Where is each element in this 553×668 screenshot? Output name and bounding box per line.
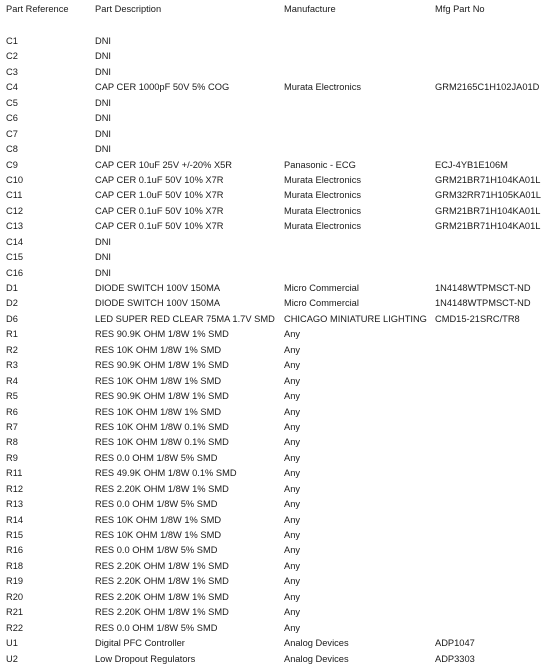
cell-part-description: DNI [95,128,112,139]
table-row [0,621,553,636]
cell-mfg-part-no: GRM21BR71H104KA01L [435,205,541,216]
cell-part-reference: C16 [6,267,24,278]
cell-mfg-part-no: CMD15-21SRC/TR8 [435,313,520,324]
cell-manufacture: Any [284,499,301,510]
table-header [0,2,553,16]
cell-part-description: CAP CER 1.0uF 50V 10% X7R [95,190,224,201]
table-row [0,466,553,481]
cell-manufacture: Murata Electronics [284,174,361,185]
cell-part-description: RES 10K OHM 1/8W 1% SMD [95,344,222,355]
cell-part-reference: U1 [6,638,18,649]
table-row [0,281,553,296]
cell-mfg-part-no: GRM32RR71H105KA01L [435,190,541,201]
table-row [0,636,553,651]
cell-part-reference: C15 [6,252,24,263]
table-row [0,219,553,234]
cell-part-description: DIODE SWITCH 100V 150MA [95,283,221,293]
cell-manufacture: Any [284,576,301,587]
cell-part-description: RES 10K OHM 1/8W 0.1% SMD [95,421,229,432]
cell-manufacture: Any [284,514,301,525]
cell-part-description: DNI [95,267,112,278]
table-row [0,250,553,265]
cell-part-description: Low Dropout Regulators [95,653,196,664]
cell-part-reference: C3 [6,66,18,77]
table-row [0,405,553,420]
cell-part-reference: R7 [6,421,18,432]
table-row [0,127,553,142]
cell-part-description: RES 2.20K OHM 1/8W 1% SMD [95,607,229,618]
cell-manufacture: Any [284,591,301,602]
cell-part-reference: R14 [6,514,24,525]
cell-part-reference: C4 [6,82,18,93]
cell-part-description: DNI [95,113,112,124]
cell-part-description: DNI [95,66,112,77]
cell-part-reference: R21 [6,607,24,618]
cell-part-description: CAP CER 10uF 25V +/-20% X5R [95,159,233,170]
table-row [0,173,553,188]
cell-part-description: RES 90.9K OHM 1/8W 1% SMD [95,360,229,371]
cell-manufacture: Any [284,375,301,386]
cell-part-description: RES 0.0 OHM 1/8W 5% SMD [95,452,218,463]
cell-part-reference: R19 [6,576,24,587]
cell-manufacture: Any [284,468,301,479]
cell-part-reference: C11 [6,190,23,201]
cell-manufacture: Any [284,406,301,417]
cell-part-reference: R9 [6,452,18,463]
cell-part-reference: C14 [6,236,24,247]
cell-part-description: DNI [95,144,112,155]
table-row [0,111,553,126]
table-row [0,343,553,358]
table-row [0,559,553,574]
cell-part-description: RES 10K OHM 1/8W 0.1% SMD [95,437,229,448]
table-row [0,34,553,49]
cell-part-description: RES 0.0 OHM 1/8W 5% SMD [95,545,218,556]
cell-part-reference: R12 [6,483,24,494]
cell-manufacture: CHICAGO MINIATURE LIGHTING [284,313,427,324]
table-row [0,235,553,250]
table-row [0,528,553,543]
cell-part-reference: C6 [6,113,18,124]
cell-manufacture: Any [284,483,301,494]
cell-part-reference: R11 [6,468,23,479]
table-row [0,435,553,450]
cell-part-reference: R18 [6,560,24,571]
cell-part-description: Digital PFC Controller [95,638,185,649]
cell-manufacture: Any [284,452,301,463]
cell-part-reference: C9 [6,159,18,170]
table-row [0,605,553,620]
table-row [0,312,553,327]
cell-mfg-part-no: GRM21BR71H104KA01L [435,174,541,185]
table-row [0,513,553,528]
cell-part-reference: R15 [6,530,24,540]
cell-part-description: CAP CER 0.1uF 50V 10% X7R [95,174,224,185]
cell-mfg-part-no: 1N4148WTPMSCT-ND [435,298,531,309]
table-row [0,188,553,203]
cell-manufacture: Any [284,437,301,448]
table-row [0,590,553,605]
cell-part-description: CAP CER 0.1uF 50V 10% X7R [95,205,224,216]
cell-part-reference: R22 [6,622,24,633]
cell-part-description: DNI [95,51,112,62]
table-row [0,80,553,95]
cell-part-reference: C13 [6,221,24,232]
cell-part-description: RES 10K OHM 1/8W 1% SMD [95,530,222,540]
table-row [0,266,553,281]
cell-part-description: RES 2.20K OHM 1/8W 1% SMD [95,591,229,602]
cell-mfg-part-no: ADP3303 [435,653,475,664]
cell-part-description: DNI [95,252,112,263]
cell-part-reference: C12 [6,205,24,216]
cell-manufacture: Murata Electronics [284,190,361,201]
table-row [0,389,553,404]
cell-part-reference: R8 [6,437,18,448]
cell-manufacture: Any [284,607,301,618]
cell-part-description: CAP CER 1000pF 50V 5% COG [95,82,230,93]
header-part-reference: Part Reference [6,4,69,14]
table-row [0,204,553,219]
table-row [0,497,553,512]
cell-manufacture: Any [284,421,301,432]
cell-manufacture: Murata Electronics [284,205,361,216]
table-row [0,296,553,311]
cell-part-description: DNI [95,97,112,108]
table-row [0,420,553,435]
cell-part-reference: C5 [6,97,18,108]
table-row [0,142,553,157]
cell-manufacture: Murata Electronics [284,221,361,232]
cell-part-reference: R20 [6,591,24,602]
table-row [0,374,553,389]
cell-manufacture: Micro Commercial [284,283,359,293]
cell-part-description: RES 2.20K OHM 1/8W 1% SMD [95,560,229,571]
cell-manufacture: Any [284,360,301,371]
cell-part-reference: R3 [6,360,18,371]
cell-part-description: RES 0.0 OHM 1/8W 5% SMD [95,499,218,510]
table-row [0,158,553,173]
table-row [0,65,553,80]
cell-part-reference: C8 [6,144,18,155]
table-row [0,652,553,667]
cell-manufacture: Any [284,344,301,355]
cell-part-reference: D6 [6,313,18,324]
table-row [0,49,553,64]
cell-mfg-part-no: ADP1047 [435,638,475,649]
cell-part-description: LED SUPER RED CLEAR 75MA 1.7V SMD [95,313,275,324]
cell-part-reference: R1 [6,329,18,340]
cell-part-description: RES 2.20K OHM 1/8W 1% SMD [95,483,229,494]
cell-manufacture: Any [284,530,301,540]
cell-part-description: RES 10K OHM 1/8W 1% SMD [95,514,222,525]
cell-part-reference: R16 [6,545,24,556]
header-part-description: Part Description [95,4,162,14]
table-row [0,451,553,466]
table-body [0,34,553,667]
cell-part-reference: R2 [6,344,18,355]
cell-manufacture: Any [284,560,301,571]
cell-manufacture: Analog Devices [284,638,349,649]
cell-manufacture: Analog Devices [284,653,349,664]
table-row [0,543,553,558]
cell-part-reference: U2 [6,653,18,664]
cell-part-description: DNI [95,236,112,247]
cell-part-description: DNI [95,36,112,46]
cell-part-reference: C7 [6,128,18,139]
table-row [0,96,553,111]
table-row [0,358,553,373]
cell-manufacture: Panasonic - ECG [284,159,356,170]
cell-manufacture: Micro Commercial [284,298,359,309]
cell-manufacture: Any [284,391,301,402]
cell-part-description: DIODE SWITCH 100V 150MA [95,298,221,309]
cell-part-description: RES 90.9K OHM 1/8W 1% SMD [95,329,229,340]
cell-part-description: RES 0.0 OHM 1/8W 5% SMD [95,622,218,633]
cell-mfg-part-no: ECJ-4YB1E106M [435,159,508,170]
cell-manufacture: Murata Electronics [284,82,361,93]
cell-mfg-part-no: 1N4148WTPMSCT-ND [435,283,531,293]
cell-part-description: RES 10K OHM 1/8W 1% SMD [95,375,222,386]
cell-part-description: RES 10K OHM 1/8W 1% SMD [95,406,222,417]
cell-part-description: CAP CER 0.1uF 50V 10% X7R [95,221,224,232]
cell-part-description: RES 49.9K OHM 1/8W 0.1% SMD [95,468,237,479]
cell-part-description: RES 2.20K OHM 1/8W 1% SMD [95,576,229,587]
cell-mfg-part-no: GRM2165C1H102JA01D [435,82,540,93]
cell-manufacture: Any [284,329,301,340]
cell-manufacture: Any [284,545,301,556]
cell-manufacture: Any [284,622,301,633]
cell-part-reference: R13 [6,499,24,510]
header-mfg-part-no: Mfg Part No [435,4,485,14]
cell-part-reference: D2 [6,298,18,309]
cell-part-reference: D1 [6,283,18,293]
cell-mfg-part-no: GRM21BR71H104KA01L [435,221,541,232]
cell-part-reference: R4 [6,375,18,386]
cell-part-reference: C2 [6,51,18,62]
table-row [0,574,553,589]
cell-part-description: RES 90.9K OHM 1/8W 1% SMD [95,391,229,402]
cell-part-reference: R6 [6,406,18,417]
cell-part-reference: C1 [6,36,18,46]
cell-part-reference: C10 [6,174,24,185]
cell-part-reference: R5 [6,391,18,402]
header-manufacture: Manufacture [284,4,336,14]
table-row [0,327,553,342]
table-row [0,482,553,497]
